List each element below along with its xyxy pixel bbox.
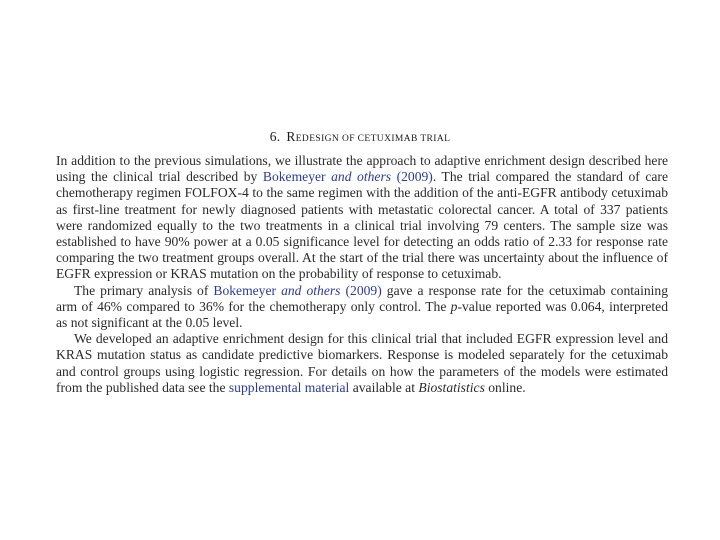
paragraph-text: -value reported was 0.064, interpreted as not significant at the 0.05 level. <box>56 298 668 331</box>
journal-name: Biostatistics <box>418 379 485 395</box>
p-value-symbol: p <box>450 298 458 314</box>
citation-etal: and others <box>331 169 392 185</box>
paragraph-1 <box>56 153 668 283</box>
paragraph-2 <box>56 283 668 332</box>
supplemental-material-link[interactable]: supplemental material <box>228 379 350 395</box>
citation-link[interactable] <box>263 169 433 184</box>
paragraph-text: In addition to the previous simulations, we illustrate the approach to adaptive enrichment design described here using the clinical trial described by <box>56 153 668 185</box>
section-body <box>56 153 668 396</box>
citation-author: Bokemeyer <box>262 169 326 185</box>
section-heading <box>0 129 720 145</box>
paragraph-text: available at <box>349 379 419 395</box>
citation-link[interactable] <box>213 283 381 298</box>
paragraph-text: We developed an adaptive enrichment design for this clinical trial that included EGFR expression level and KRAS mutation status as candidate predictive biomarkers. Response is modeled separately for the cetuximab and control groups using logistic regression. For details on how the parameters of the models were estimated from the published data see the <box>56 331 668 395</box>
section-title-initial: R <box>286 129 296 144</box>
citation-year: (2009) <box>396 169 433 185</box>
section-number: 6. <box>269 129 281 144</box>
paragraph-text: gave a response rate for the cetuximab containing arm of 46% compared to 36% for the chemotherapy only control. The <box>56 282 669 314</box>
paragraph-3 <box>56 331 668 396</box>
paragraph-text: The primary analysis of <box>74 282 214 298</box>
section-title: EDESIGN OF CETUXIMAB TRIAL <box>295 134 451 144</box>
citation-author: Bokemeyer <box>213 282 277 298</box>
paragraph-text: . The trial compared the standard of care chemotherapy regimen FOLFOX-4 to the same regimen with the addition of the anti-EGFR antibody cetuximab as first-line treatment for newly diagnosed patients with metastatic colorectal cancer. A total of 337 patients were randomized equally to the two treatments in a clinical trial involving 79 centers. The sample size was established to have 90% power at a 0.05 significance level for detecting an odds ratio of 2.33 for response rate comparing the two treatment groups overall. At the start of the trial there was uncertainty about the influence of EGFR expression or KRAS mutation on the probability of response to cetuximab. <box>56 169 668 282</box>
citation-etal: and others <box>281 282 341 298</box>
citation-year: (2009) <box>345 282 382 298</box>
paragraph-text: online. <box>484 379 526 395</box>
